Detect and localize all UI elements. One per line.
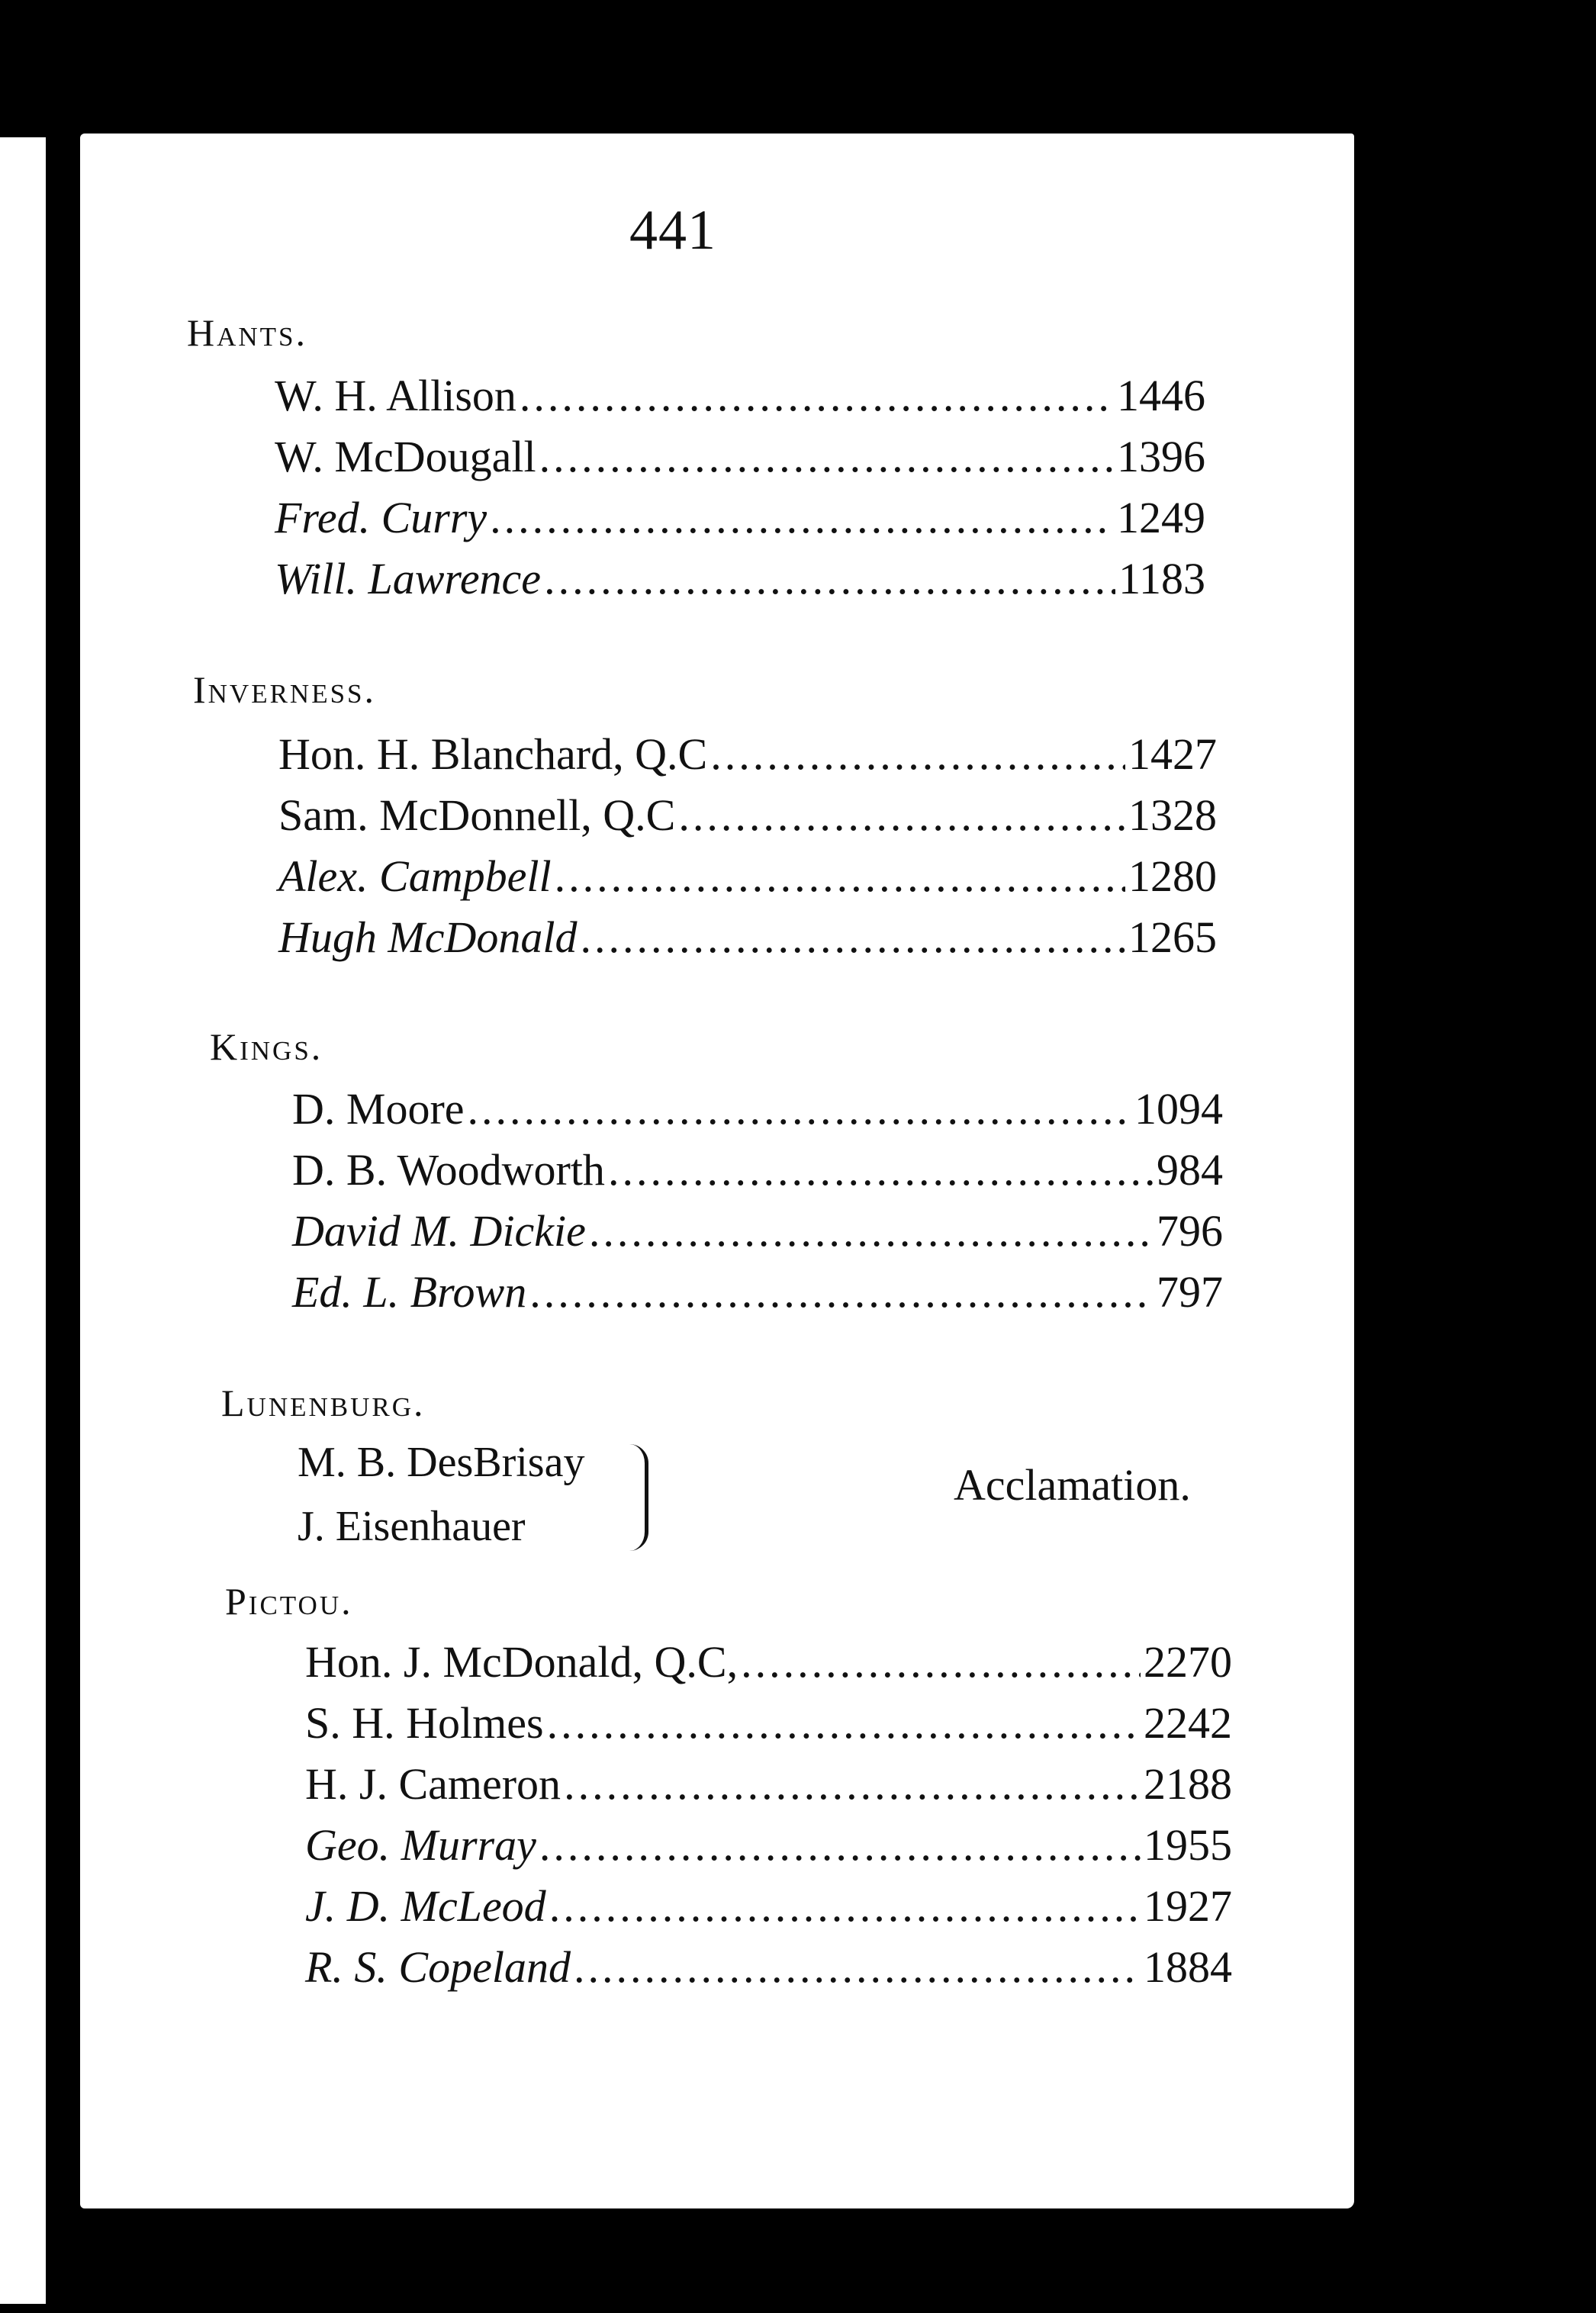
vote-count: 1884 <box>1144 1942 1232 1992</box>
candidate-row <box>278 912 1217 973</box>
candidate-name: S. H. Holmes <box>305 1698 544 1748</box>
candidate-row <box>305 1758 1232 1819</box>
candidate-name: Hugh McDonald <box>278 912 578 962</box>
leader-dots <box>555 851 1125 902</box>
candidate-row <box>305 1697 1232 1758</box>
leader-dots <box>589 1205 1154 1256</box>
candidate-row <box>275 370 1205 431</box>
vote-count: 2270 <box>1144 1637 1232 1687</box>
candidate-name: D. Moore <box>292 1084 465 1134</box>
candidate-name: Sam. McDonnell, Q.C <box>278 790 676 840</box>
acclaimed-names <box>298 1430 584 1559</box>
vote-count: 796 <box>1157 1206 1223 1256</box>
candidate-row <box>292 1144 1223 1205</box>
vote-count: 1328 <box>1128 790 1217 840</box>
acclaimed-name: M. B. DesBrisay <box>298 1439 585 1486</box>
vote-count: 1183 <box>1118 554 1205 603</box>
candidate-row <box>278 729 1217 790</box>
vote-count: 1094 <box>1134 1084 1223 1134</box>
acclamation-note: Acclamation. <box>954 1460 1191 1510</box>
candidate-name: Geo. Murray <box>305 1820 536 1870</box>
candidate-row <box>275 431 1205 492</box>
leader-dots <box>529 1266 1154 1317</box>
leader-dots <box>539 431 1114 482</box>
leader-dots <box>574 1941 1141 1993</box>
leader-dots <box>608 1144 1154 1195</box>
candidate-name: Fred. Curry <box>275 493 487 542</box>
leader-dots <box>678 790 1125 841</box>
section-title: Inverness. <box>193 668 377 711</box>
candidate-row <box>305 1880 1232 1941</box>
candidate-name: W. McDougall <box>275 432 536 481</box>
section-title: Kings. <box>210 1025 323 1068</box>
vote-count: 1927 <box>1144 1881 1232 1931</box>
leader-dots <box>547 1697 1141 1748</box>
section-title: Pictou. <box>225 1580 353 1623</box>
candidate-name: Hon. J. McDonald, Q.C, <box>305 1637 738 1687</box>
candidate-name: H. J. Cameron <box>305 1759 561 1809</box>
candidate-row <box>292 1205 1223 1266</box>
vote-count: 1265 <box>1128 912 1217 962</box>
vote-count: 1280 <box>1128 851 1217 901</box>
candidate-name: R. S. Copeland <box>305 1942 571 1992</box>
page-number: 441 <box>629 199 716 262</box>
candidate-row <box>292 1083 1223 1144</box>
section-title: Hants. <box>187 311 308 354</box>
candidate-name: Ed. L. Brown <box>292 1267 527 1317</box>
leader-dots <box>549 1880 1141 1932</box>
leader-dots <box>710 729 1125 780</box>
leader-dots <box>468 1083 1131 1134</box>
section-title: Lunenburg. <box>221 1382 426 1424</box>
vote-count: 797 <box>1157 1267 1223 1317</box>
candidate-name: Will. Lawrence <box>275 554 542 603</box>
candidate-name: W. H. Allison <box>275 371 516 420</box>
grouping-brace <box>629 1444 648 1551</box>
vote-count: 2242 <box>1144 1698 1232 1748</box>
candidate-name: J. D. McLeod <box>305 1881 546 1931</box>
candidate-row <box>292 1266 1223 1327</box>
vote-count: 1396 <box>1117 432 1205 481</box>
vote-count: 1955 <box>1144 1820 1232 1870</box>
leader-dots <box>544 553 1115 604</box>
scan-edge-strip <box>0 137 46 2304</box>
candidate-row <box>275 492 1205 553</box>
vote-count: 2188 <box>1144 1759 1232 1809</box>
vote-count: 1249 <box>1117 493 1205 542</box>
candidate-name: David M. Dickie <box>292 1206 586 1256</box>
candidate-row <box>278 790 1217 851</box>
candidate-row <box>305 1636 1232 1697</box>
candidate-row <box>305 1819 1232 1880</box>
vote-count: 1446 <box>1117 371 1205 420</box>
candidate-row <box>278 851 1217 912</box>
candidate-name: Hon. H. Blanchard, Q.C <box>278 729 708 779</box>
leader-dots <box>539 1819 1141 1871</box>
leader-dots <box>741 1636 1141 1687</box>
candidate-row <box>305 1941 1232 2003</box>
candidate-row <box>275 553 1205 614</box>
vote-count: 984 <box>1157 1145 1223 1195</box>
leader-dots <box>580 912 1125 963</box>
leader-dots <box>490 492 1114 543</box>
candidate-name: Alex. Campbell <box>278 851 552 901</box>
leader-dots <box>520 370 1114 421</box>
vote-count: 1427 <box>1128 729 1217 779</box>
candidate-name: D. B. Woodworth <box>292 1145 605 1195</box>
acclaimed-name: J. Eisenhauer <box>298 1503 526 1550</box>
leader-dots <box>564 1758 1141 1810</box>
book-page <box>80 134 1354 2208</box>
